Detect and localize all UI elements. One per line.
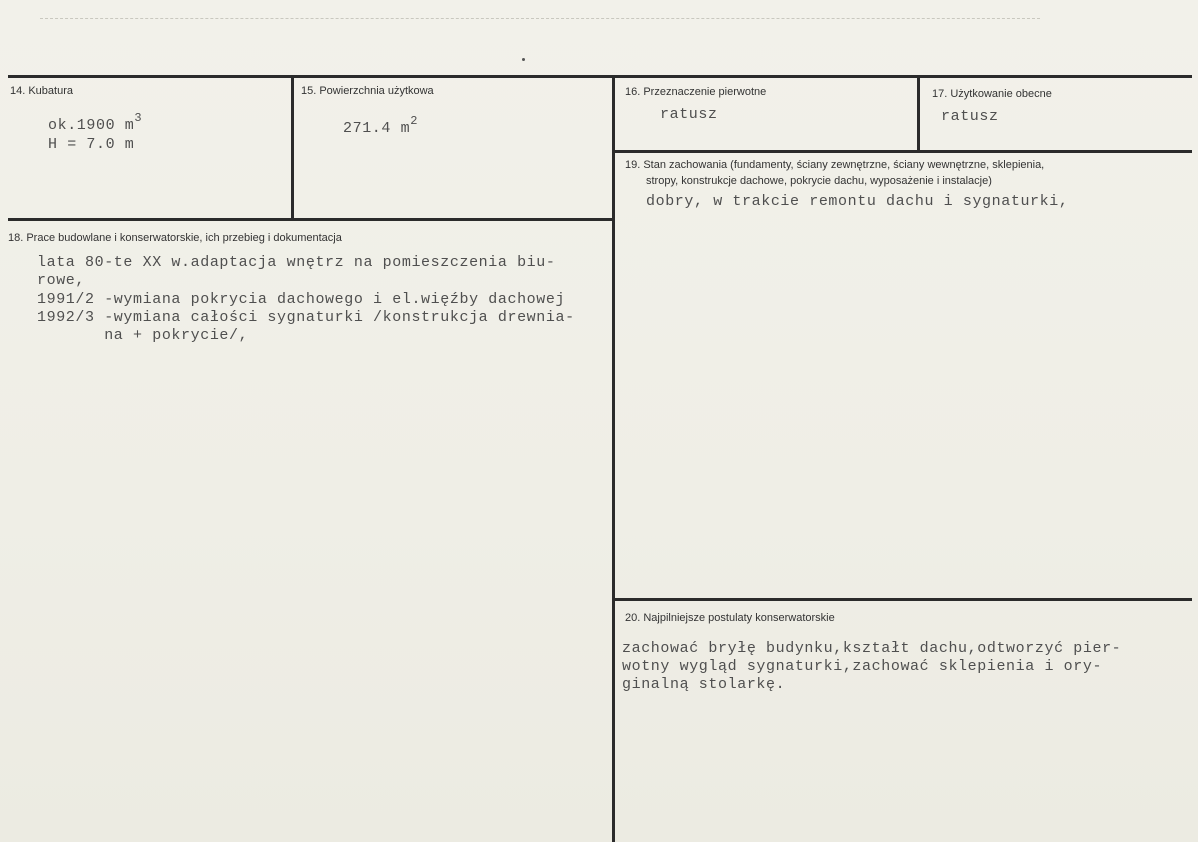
row-divider-right-top: [614, 150, 1192, 153]
divider-16-17: [917, 75, 920, 152]
field-17-label: 17. Użytkowanie obecne: [932, 88, 1052, 100]
field-18-line-4: 1992/3 -wymiana całości sygnaturki /konstrukcja drewnia-: [37, 309, 575, 326]
field-19-label-line-2: stropy, konstrukcje dachowe, pokrycie dachu, wyposażenie i instalacje): [646, 175, 992, 187]
field-18-line-2: rowe,: [37, 272, 86, 289]
field-14-volume-text: ok.1900 m: [48, 117, 135, 134]
field-16-label: 16. Przeznaczenie pierwotne: [625, 86, 767, 98]
field-15-area-exponent: 2: [410, 114, 419, 128]
field-19-value: dobry, w trakcie remontu dachu i sygnaturki,: [646, 193, 1069, 210]
field-18-label: 18. Prace budowlane i konserwatorskie, ich przebieg i dokumentacja: [8, 232, 342, 244]
field-20-label: 20. Najpilniejsze postulaty konserwatorskie: [625, 612, 835, 624]
field-18-line-3: 1991/2 -wymiana pokrycia dachowego i el.więźby dachowej: [37, 291, 566, 308]
field-17-value: ratusz: [941, 108, 999, 125]
field-15-area: [343, 114, 419, 137]
field-14-volume-exponent: 3: [134, 111, 143, 125]
divider-14-15: [291, 75, 294, 220]
field-20-line-1: zachować bryłę budynku,kształt dachu,odtworzyć pier-: [622, 640, 1122, 657]
field-14-volume: [48, 111, 143, 134]
field-18-line-1: lata 80-te XX w.adaptacja wnętrz na pomieszczenia biu-: [37, 254, 556, 271]
field-16-value: ratusz: [660, 106, 718, 123]
field-20-line-3: ginalną stolarkę.: [622, 676, 786, 693]
center-divider: [612, 75, 615, 842]
row-divider-right-bottom: [614, 598, 1192, 601]
field-18-line-5: na + pokrycie/,: [37, 327, 249, 344]
paper-speck: [522, 58, 525, 61]
field-15-area-text: 271.4 m: [343, 120, 411, 137]
field-15-label: 15. Powierzchnia użytkowa: [301, 85, 434, 97]
field-14-height: H = 7.0 m: [48, 136, 135, 153]
field-19-label-line-1: 19. Stan zachowania (fundamenty, ściany zewnętrzne, ściany wewnętrzne, sklepienia,: [625, 159, 1045, 171]
top-border: [8, 75, 1192, 78]
field-14-label: 14. Kubatura: [10, 85, 73, 97]
field-20-line-2: wotny wygląd sygnaturki,zachować sklepienia i ory-: [622, 658, 1103, 675]
row-divider-left: [8, 218, 614, 221]
top-faint-line: [40, 18, 1040, 19]
